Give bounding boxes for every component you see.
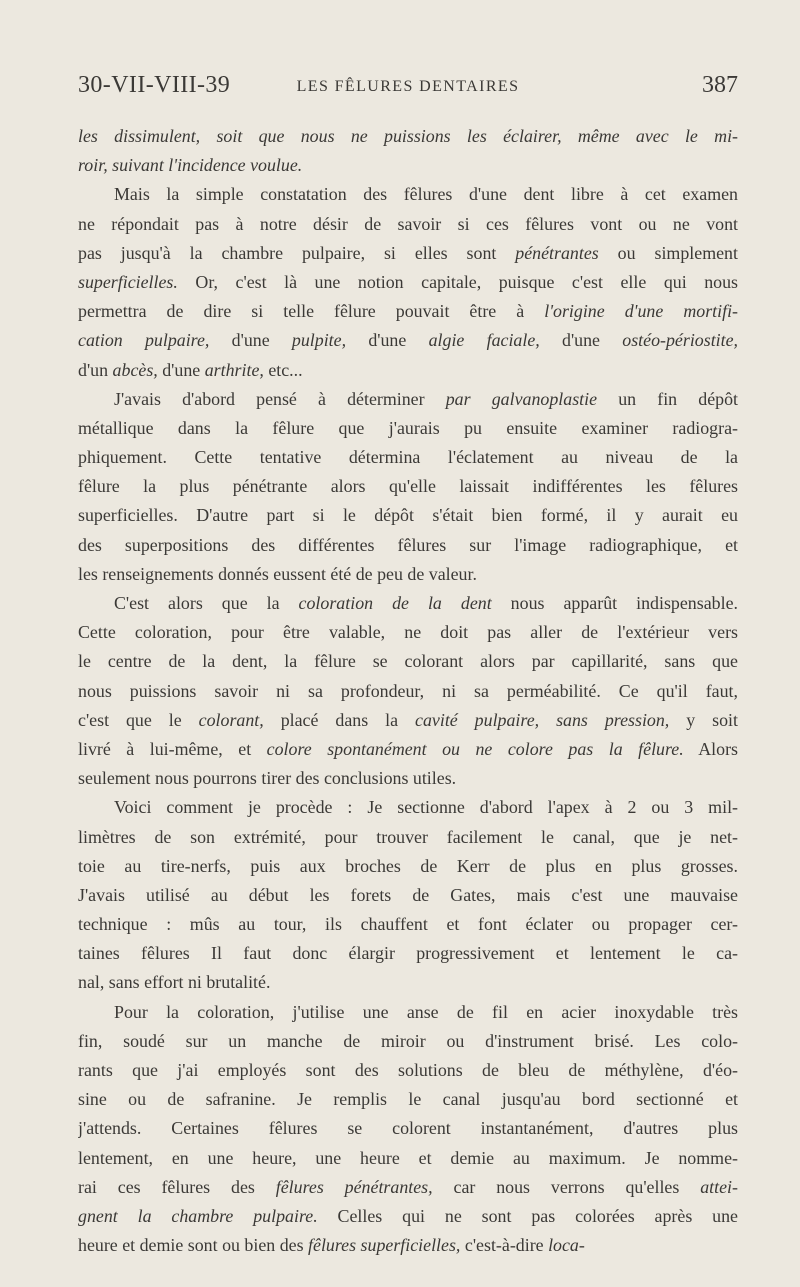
text-line xyxy=(78,356,738,385)
text-run: technique : mûs au tour, ils chauffent et font éclater ou propager cer- xyxy=(78,914,738,935)
text-run: fêlure la plus pénétrante alors qu'elle laissait indifférentes les fêlures xyxy=(78,476,738,497)
paragraph xyxy=(78,998,738,1261)
text-line xyxy=(78,939,738,968)
text-run: C'est alors que la xyxy=(114,593,299,613)
text-line xyxy=(78,1202,738,1231)
text-line xyxy=(78,472,738,501)
italic-text: les dissimulent, soit que nous ne puissions les éclairer, même avec le mi- xyxy=(78,126,738,146)
text-run: placé dans la xyxy=(263,709,416,730)
text-run: livré à lui-même, et xyxy=(78,738,267,759)
text-line xyxy=(78,706,738,735)
body-text xyxy=(78,122,738,1260)
text-run: un fin dépôt xyxy=(597,388,738,409)
text-line xyxy=(78,531,738,560)
italic-text: colorant, xyxy=(198,709,264,730)
text-line xyxy=(78,1056,738,1085)
text-run: c'est-à-dire xyxy=(460,1235,549,1256)
text-line xyxy=(78,414,738,443)
text-run: etc... xyxy=(263,359,303,380)
italic-text: fêlures pénétrantes, xyxy=(275,1176,433,1197)
text-run: heure et demie sont ou bien des xyxy=(78,1235,309,1256)
text-line xyxy=(78,881,738,910)
text-run: d'un xyxy=(78,359,113,380)
text-run: Pour la coloration, j'utilise une anse de fil en acier inoxydable très xyxy=(114,1001,738,1022)
text-run: nous apparût indispensable. xyxy=(491,593,738,613)
paragraph xyxy=(78,180,738,384)
text-run: Voici comment je procède : Je sectionne d'abord l'apex à 2 ou 3 mil- xyxy=(114,797,738,818)
text-line xyxy=(78,180,738,209)
text-line xyxy=(78,385,738,414)
text-line xyxy=(78,1114,738,1143)
text-run: d'une xyxy=(209,330,292,351)
text-run: sine ou de safranine. Je remplis le canal jusqu'au bord sectionné et xyxy=(78,1089,738,1110)
text-line xyxy=(78,647,738,676)
text-line xyxy=(78,823,738,852)
text-line xyxy=(78,852,738,881)
text-run: taines fêlures Il faut donc élargir progressivement et lentement le ca- xyxy=(78,943,738,964)
italic-text: l'origine d'une mortifi- xyxy=(544,301,738,322)
text-line xyxy=(78,677,738,706)
running-header xyxy=(78,72,738,108)
text-run: y soit xyxy=(669,709,738,730)
italic-text: attei- xyxy=(700,1176,738,1197)
header-date: 30-VII-VIII-39 xyxy=(78,72,231,98)
text-run: d'une xyxy=(346,330,429,351)
text-run: ou simplement xyxy=(598,242,738,263)
italic-text: arthrite, xyxy=(204,359,264,380)
italic-text: colore spontanément ou ne colore pas la fêlure. xyxy=(266,738,684,759)
text-line xyxy=(78,735,738,764)
italic-text: par galvanoplastie xyxy=(445,388,598,409)
italic-text: cavité pulpaire, sans pression, xyxy=(415,709,670,730)
text-line xyxy=(78,151,738,180)
text-run: métallique dans la fêlure que j'aurais pu ensuite examiner radiogra- xyxy=(78,417,738,438)
text-run: d'une xyxy=(539,330,623,351)
text-run: rants que j'ai employés sont des solutions de bleu de méthylène, d'éo- xyxy=(78,1060,738,1080)
italic-text: cation pulpaire, xyxy=(78,330,210,351)
paragraph xyxy=(78,793,738,997)
header-title: LES FÊLURES DENTAIRES xyxy=(296,78,520,95)
text-line xyxy=(78,998,738,1027)
text-line xyxy=(78,560,738,589)
text-run: des superpositions des différentes fêlures sur l'image radiographique, et xyxy=(78,534,738,555)
text-run: fin, soudé sur un manche de miroir ou d'instrument brisé. Les colo- xyxy=(78,1030,738,1051)
italic-text: ostéo-périostite, xyxy=(622,330,738,351)
italic-text: coloration de la dent xyxy=(298,593,492,613)
italic-text: loca- xyxy=(548,1235,585,1256)
text-run: les renseignements donnés eussent été de peu de valeur. xyxy=(78,563,477,584)
text-run: seulement nous pourrons tirer des conclusions utiles. xyxy=(78,768,457,789)
text-run: Alors xyxy=(683,738,738,759)
text-run: superficielles. D'autre part si le dépôt s'était bien formé, il y aurait eu xyxy=(78,505,738,526)
text-line xyxy=(78,443,738,472)
text-line xyxy=(78,1231,738,1260)
italic-text: superficielles. xyxy=(78,271,178,292)
text-line xyxy=(78,1085,738,1114)
italic-text: fêlures superficielles, xyxy=(308,1235,461,1256)
text-line xyxy=(78,589,738,618)
text-line xyxy=(78,618,738,647)
text-run: limètres de son extrémité, pour trouver facilement le canal, que je net- xyxy=(78,826,738,847)
text-line xyxy=(78,326,738,355)
text-line xyxy=(78,268,738,297)
paragraph xyxy=(78,122,738,180)
italic-text: gnent la chambre pulpaire. xyxy=(78,1205,318,1226)
text-run: Or, c'est là une notion capitale, puisque c'est elle qui nous xyxy=(177,271,738,292)
text-run: phiquement. Cette tentative détermina l'éclatement au niveau de la xyxy=(78,447,738,468)
text-run: car nous verrons qu'elles xyxy=(432,1176,701,1197)
text-run: rai ces fêlures des xyxy=(78,1176,276,1197)
text-run: permettra de dire si telle fêlure pouvait être à xyxy=(78,301,545,322)
text-run: ne répondait pas à notre désir de savoir si ces fêlures vont ou ne vont xyxy=(78,213,738,234)
text-line xyxy=(78,501,738,530)
text-run: nous puissions savoir ni sa profondeur, ni sa perméabilité. Ce qu'il faut, xyxy=(78,680,738,701)
italic-text: pulpite, xyxy=(291,330,347,351)
text-line xyxy=(78,764,738,793)
italic-text: algie faciale, xyxy=(428,330,540,351)
italic-text: abcès, xyxy=(112,359,158,380)
paragraph xyxy=(78,589,738,793)
text-line xyxy=(78,122,738,151)
text-run: j'attends. Certaines fêlures se colorent instantanément, d'autres plus xyxy=(78,1118,738,1139)
text-line xyxy=(78,910,738,939)
text-line xyxy=(78,1144,738,1173)
text-run: pas jusqu'à la chambre pulpaire, si elles sont xyxy=(78,242,516,263)
text-line xyxy=(78,210,738,239)
text-line xyxy=(78,1173,738,1202)
text-run: J'avais utilisé au début les forets de Gates, mais c'est une mauvaise xyxy=(78,884,738,905)
text-run: Cette coloration, pour être valable, ne doit pas aller de l'extérieur vers xyxy=(78,622,738,643)
text-run: toie au tire-nerfs, puis aux broches de Kerr de plus en plus grosses. xyxy=(78,855,738,876)
paragraph xyxy=(78,385,738,589)
text-run: Celles qui ne sont pas colorées après une xyxy=(317,1205,738,1226)
text-line xyxy=(78,239,738,268)
text-line xyxy=(78,297,738,326)
italic-text: roir, suivant l'incidence voulue. xyxy=(78,155,303,176)
text-line xyxy=(78,968,738,997)
text-run: nal, sans effort ni brutalité. xyxy=(78,972,271,993)
text-run: lentement, en une heure, une heure et demie au maximum. Je nomme- xyxy=(78,1147,738,1168)
text-run: Mais la simple constatation des fêlures d'une dent libre à cet examen xyxy=(114,184,738,205)
text-run: le centre de la dent, la fêlure se colorant alors par capillarité, sans que xyxy=(78,651,738,672)
italic-text: pénétrantes xyxy=(515,242,599,263)
text-run: d'une xyxy=(157,359,205,380)
text-line xyxy=(78,793,738,822)
text-run: c'est que le xyxy=(78,709,199,730)
page-number: 387 xyxy=(702,72,738,98)
text-line xyxy=(78,1027,738,1056)
text-run: J'avais d'abord pensé à déterminer xyxy=(114,388,446,409)
